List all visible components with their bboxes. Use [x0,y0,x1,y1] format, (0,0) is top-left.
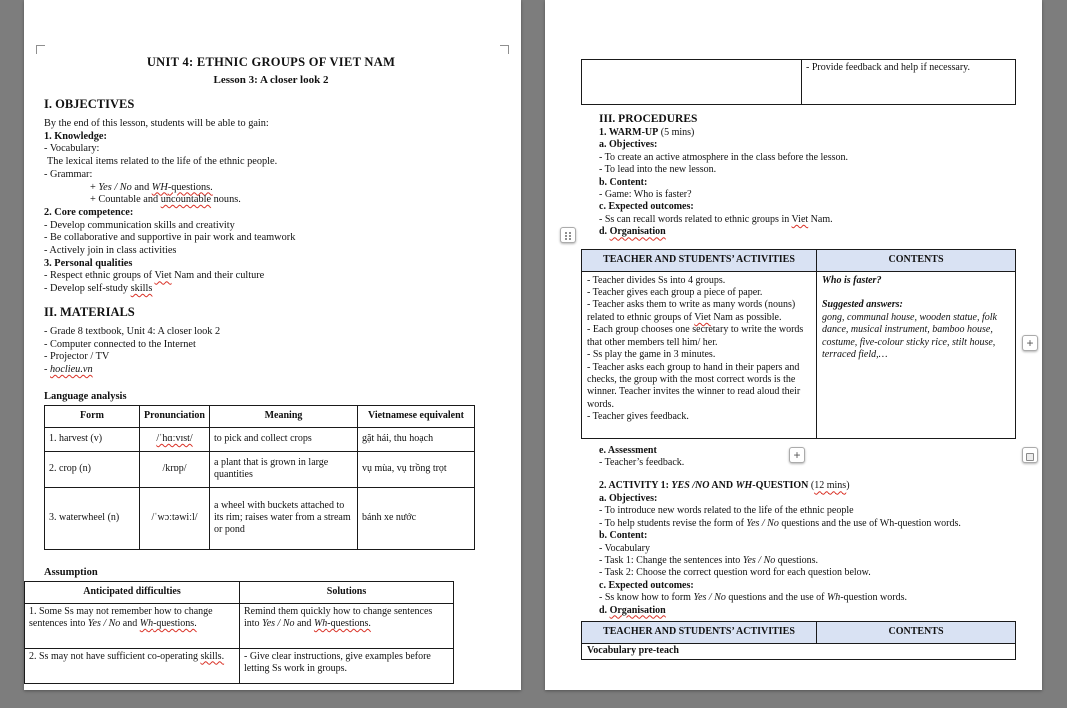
text-span: bánh xe nước [362,512,417,524]
text-line [599,592,1015,604]
carry-right-cell: - Provide feedback and help if necessary. [802,60,1016,105]
activity1-organisation-table [581,621,1016,660]
language-analysis-table [44,405,475,550]
lesson-subtitle: Lesson 3: A closer look 2 [213,74,329,86]
col-header-vietnamese: Vietnamese equivalent [358,405,475,427]
text-line [599,543,1015,555]
text-line [44,156,498,169]
table-header-row [582,249,1016,271]
table-row [25,648,454,683]
objectives-body [44,118,498,296]
table-row [582,271,1016,438]
text-span: - Grade 8 textbook, Unit 4: A closer look 2 [44,325,221,337]
cell-vietnamese [358,487,475,549]
text-span: a plant that is grown in large quantities [214,456,329,481]
text-span: Yes / No [87,617,121,629]
text-line [587,362,811,412]
text-span: c. Expected outcomes: [599,201,694,213]
insert-column-button[interactable]: + [1022,335,1038,351]
text-span: By the end of this lesson, students will be able to gain: [44,118,269,129]
text-line [587,299,811,324]
objectives-heading: I. OBJECTIVES [44,97,135,111]
col-header-pronunciation: Pronunciation [140,405,210,427]
text-span: 3. Personal qualities [44,257,133,269]
text-span: a wheel with buckets attached to its rim; raises water from a stream or pond [214,499,351,536]
text-line [599,493,1015,505]
text-span: - Task 1: Change the sentences into [599,554,743,566]
text-line [44,220,498,233]
text-span: vụ mùa, vụ trồng trọt [362,463,447,475]
text-line [599,505,1015,517]
text-line [44,118,498,131]
text-span: - Respect ethnic groups of [44,270,155,282]
text-span: and [294,617,314,629]
text-span: skills. [200,650,225,662]
text-span: /ˈhɑːvɪst/ [156,433,193,445]
text-span: - Develop communication skills and creativity [44,219,235,231]
table-drag-handle[interactable] [560,227,576,243]
text-line [44,270,498,283]
col-header-contents: CONTENTS [817,621,1016,643]
warmup-heading [599,127,1015,139]
text-span: Wh [139,617,154,629]
margin-cropmark-topleft [36,45,45,54]
text-span: - Projector / TV [44,351,110,363]
text-span: - Game: Who is faster? [599,189,692,201]
text-line [599,226,1015,238]
cell-solution [240,648,454,683]
table-resize-button[interactable] [1022,447,1038,463]
text-span: 2. ACTIVITY 1: [599,480,672,492]
text-line [599,201,1015,213]
page-1[interactable] [24,0,521,690]
text-span: gong, communal house, wooden statue, folk dance, musical instrument, bamboo house, costume, five-colour sticky rice, stilt house, terraced field,… [822,311,997,361]
cell-form [45,487,140,549]
table-row [25,603,454,648]
text-span: hoclieu.vn [50,363,93,375]
text-line [44,326,498,339]
text-span: - Teacher asks each group to hand in their papers and checks, the group with the most correct words is the winner. Teacher invites the winner to read aloud their words. [587,361,801,410]
text-span: 1. Knowledge: [44,130,107,142]
text-span: Viet [791,213,809,225]
text-span: - Teacher divides Ss into 4 groups. [587,274,726,286]
activity1-body [599,493,1015,617]
text-line [822,287,1010,299]
text-line [599,530,1015,542]
table-row [582,60,1016,105]
text-span: Wh [826,592,841,604]
table-row [45,451,475,487]
text-line [44,364,498,377]
cell-difficulty [25,603,240,648]
text-span: - Actively join in class activities [44,245,177,257]
drag-dots-icon [564,231,572,241]
cell-meaning [210,427,358,451]
col-header-activities: TEACHER AND STUDENTS’ ACTIVITIES [582,621,817,643]
text-line [822,312,1010,362]
table-header-row [45,405,475,427]
text-line [44,258,498,271]
text-span: - Each group chooses one secretary to write the words that other members tell him/ her. [587,324,804,348]
table-header-row [25,581,454,603]
carryover-table [581,59,1016,105]
text-span: b. Content: [599,176,648,188]
text-span: gặt hái, thu hoạch [362,433,434,445]
text-span: questions and the use of Wh-question words. [778,517,961,529]
text-line [44,194,498,207]
text-span: skills [130,283,153,295]
text-line [44,143,498,156]
text-line [599,555,1015,567]
text-line [44,169,498,182]
text-span: Wh [313,617,328,629]
text-span: - [44,363,51,375]
cell-activities [582,271,817,438]
text-span: - Grammar: [44,168,93,180]
text-span: + [90,181,99,193]
text-span: 1. harvest (v) [49,433,103,445]
language-analysis-label: Language analysis [44,390,127,402]
text-span: Organisation [609,226,666,238]
col-header-contents: CONTENTS [817,249,1016,271]
text-line [587,275,811,287]
text-line [44,232,498,245]
text-span: Nam as possible. [710,311,782,323]
text-span: questions. [775,554,819,566]
cell-vietnamese [358,427,475,451]
text-span: /krɒp/ [162,463,187,475]
text-span: b. Content: [599,530,648,542]
warmup-organisation-table [581,249,1016,439]
text-span: Viet [154,270,172,282]
text-line [599,567,1015,579]
resize-square-icon [1026,453,1034,461]
cell-solution [240,603,454,648]
text-span: - Ss play the game in 3 minutes. [587,349,716,361]
text-line [599,580,1015,592]
table-row [45,487,475,549]
text-span: AND [709,480,736,492]
text-line [599,152,1015,164]
text-span: Yes / No [746,517,779,529]
text-span: 3. waterwheel (n) [49,512,120,524]
warmup-body [599,139,1015,238]
cell-meaning [210,451,358,487]
text-line [44,339,498,352]
cell-pronunciation [140,451,210,487]
text-span: a. Objectives: [599,492,658,504]
text-span: - Teacher gives feedback. [587,411,689,423]
text-span: Suggested answers: [822,299,903,311]
cell-pronunciation [140,427,210,451]
text-span: Yes / No [98,181,132,193]
text-span: -questions. [327,617,371,629]
text-span: 2. Core competence: [44,206,134,218]
text-span: Vocabulary pre-teach [587,644,679,656]
carry-left-cell [582,60,802,105]
text-span: Yes / No [742,554,776,566]
text-span: Yes / No [262,617,295,629]
text-span: Yes / No [693,592,726,604]
text-span: a. Objectives: [599,139,658,151]
text-line [44,207,498,220]
text-line [599,164,1015,176]
text-span: 12 mins [814,480,847,492]
col-header-difficulties: Anticipated difficulties [25,581,240,603]
text-span: c. Expected outcomes: [599,579,694,591]
text-line [44,131,498,144]
text-span: uncountable [160,194,212,206]
text-line [822,275,1010,287]
text-line [599,605,1015,617]
text-span: e. Assessment [599,444,657,456]
text-line [599,457,1015,469]
text-span: 1. WARM-UP [599,127,659,138]
text-span: + Countable and [90,194,161,206]
text-span: WH [735,480,753,492]
text-span: (5 mins) [658,127,695,138]
text-span: /ˈwɔːtəwiːl/ [151,512,198,524]
text-line [599,139,1015,151]
cell-contents [817,271,1016,438]
assumption-table [24,581,454,684]
unit-title: UNIT 4: ETHNIC GROUPS OF VIET NAM [146,55,396,69]
text-span: ( [808,480,815,492]
text-span: 1. Some Ss may not remember how to change sentences into [29,605,213,629]
text-span: to pick and collect crops [214,433,312,445]
text-span: -questions. [153,617,197,629]
text-span: - Task 2: Choose the correct question word for each question below. [599,567,871,579]
text-line [44,245,498,258]
text-line [44,283,498,296]
warmup-assessment [599,445,1015,470]
text-span: ) [846,480,850,492]
text-line [599,214,1015,226]
text-span: Nam. [808,213,833,225]
text-span: - Give clear instructions, give examples before letting Ss work in groups. [244,650,431,674]
table-row [45,427,475,451]
text-span: - Be collaborative and supportive in pair work and teamwork [44,232,296,244]
text-span: questions and the use of [725,592,827,604]
text-line [822,299,1010,311]
text-span: - To create an active atmosphere in the class before the lesson. [599,151,849,163]
cell-pronunciation [140,487,210,549]
text-span: - Ss can recall words related to ethnic groups in [599,213,792,225]
text-line [587,287,811,299]
text-span: - To help students revise the form of [599,517,747,529]
text-span: 2. crop (n) [49,463,91,475]
text-span: -question words. [840,592,907,604]
materials-body [44,326,498,377]
text-span: - Teacher asks them to write as many words (nouns) related to ethnic groups of [587,299,796,323]
cell-form [45,427,140,451]
text-span: Organisation [609,604,666,616]
text-span: - Vocabulary: [44,143,100,155]
col-header-meaning: Meaning [210,405,358,427]
text-span: -questions. [167,181,213,193]
text-line [599,518,1015,530]
text-line [587,349,811,361]
procedures-heading: III. PROCEDURES [599,113,698,125]
text-span: The lexical items related to the life of the ethnic people. [47,156,278,168]
text-span: - Ss know how to form [599,592,694,604]
text-span: and [120,617,140,629]
text-span: - Vocabulary [599,542,651,554]
assumption-label: Assumption [44,566,98,578]
text-span: - Teacher’s feedback. [599,457,685,469]
text-span: WH [151,181,168,193]
text-span: Viet [694,311,711,323]
text-span: - Computer connected to the Internet [44,338,196,350]
text-line [599,177,1015,189]
text-span: - Develop self-study [44,283,131,295]
col-header-form: Form [45,405,140,427]
text-span: - Teacher gives each group a piece of paper. [587,287,763,299]
cell-form [45,451,140,487]
text-span: 2. Ss may not have sufficient co-operating [29,650,201,662]
text-span: d. [599,604,610,616]
cell-vocabulary-preteach [582,643,1016,659]
materials-heading: II. MATERIALS [44,304,135,319]
text-span: -QUESTION [752,480,809,492]
text-span: and [131,181,152,193]
page-2[interactable] [545,0,1042,690]
col-header-solutions: Solutions [240,581,454,603]
text-span: - To lead into the new lesson. [599,164,717,176]
text-span: - To introduce new words related to the life of the ethnic people [599,505,854,517]
text-line [44,351,498,364]
table-header-row [582,621,1016,643]
text-line [44,182,498,195]
text-span: Nam and their culture [171,270,265,282]
text-line [587,411,811,423]
text-span: Remind them quickly how to change sentences into [244,605,433,629]
text-span: Who is faster? [822,274,882,286]
activity1-heading [599,480,1015,492]
cell-difficulty [25,648,240,683]
margin-cropmark-topright [500,45,509,54]
text-span: nouns. [211,194,241,206]
insert-row-button[interactable]: + [789,447,805,463]
text-span: d. [599,226,610,238]
cell-meaning [210,487,358,549]
text-line [599,189,1015,201]
cell-vietnamese [358,451,475,487]
text-line [599,445,1015,457]
table-row [582,643,1016,659]
text-span: YES /NO [671,480,710,492]
text-line [587,324,811,349]
col-header-activities: TEACHER AND STUDENTS’ ACTIVITIES [582,249,817,271]
